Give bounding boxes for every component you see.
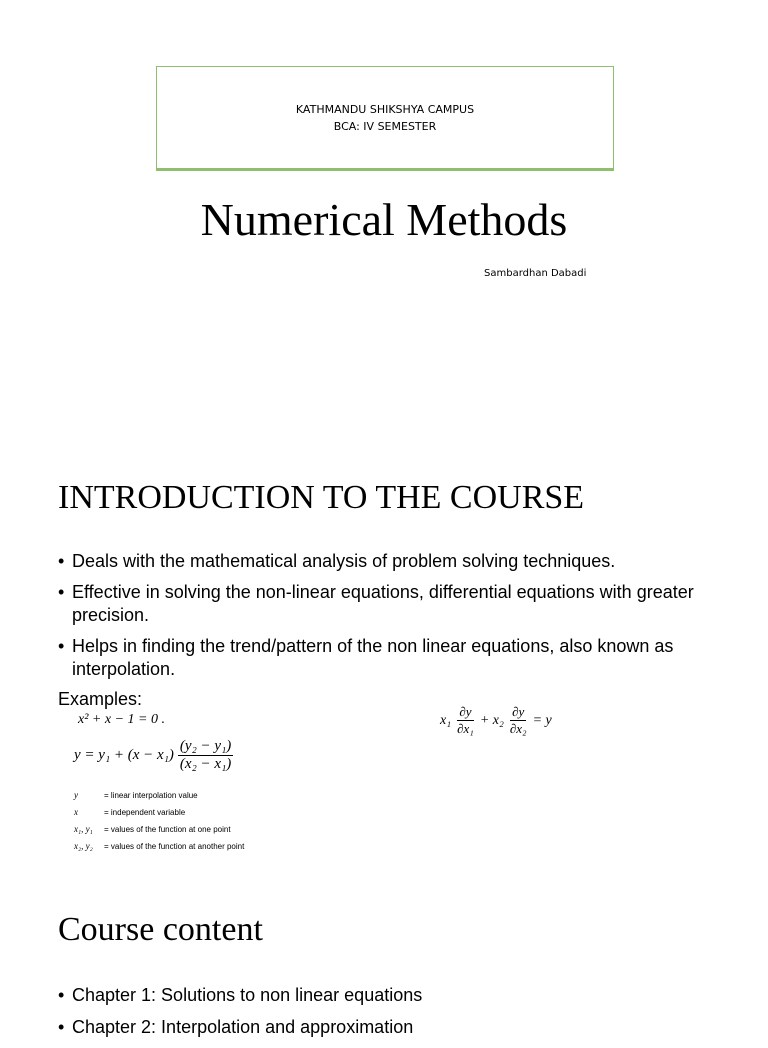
- intro-bullet-list: [58, 550, 718, 689]
- partial-fraction-1: [455, 704, 476, 737]
- list-item: [58, 550, 718, 573]
- legend-row: [74, 787, 294, 804]
- formula-fraction: [178, 738, 233, 773]
- legend-description: = independent variable: [104, 808, 186, 817]
- chapter-list: [58, 984, 738, 1048]
- examples-label: Examples:: [58, 689, 143, 709]
- legend-symbol: x: [74, 807, 78, 817]
- intro-slide: [0, 430, 768, 1037]
- legend-description: = linear interpolation value: [104, 791, 198, 800]
- fraction-numerator: ∂y: [512, 704, 525, 719]
- fraction-denominator: ∂x₁: [457, 721, 474, 736]
- semester-label: BCA: IV SEMESTER: [333, 119, 437, 133]
- term-x1: x₁: [440, 712, 452, 728]
- equation-rhs: = y: [532, 712, 552, 728]
- formula-lhs: y = y₁ + (x − x₁): [74, 747, 174, 763]
- campus-box: [156, 66, 614, 171]
- list-item: [58, 1016, 738, 1039]
- variable-legend: [74, 787, 294, 855]
- list-item: [58, 581, 718, 627]
- legend-symbol: y: [74, 790, 78, 800]
- interpolation-formula: [74, 738, 294, 773]
- list-item: [58, 984, 738, 1007]
- bullet-icon: •: [58, 985, 65, 1005]
- partial-fraction-2: [508, 704, 529, 737]
- quadratic-equation: x² + x − 1 = 0 .: [78, 712, 165, 727]
- partial-derivative-equation: [440, 704, 552, 737]
- bullet-icon: •: [58, 636, 65, 656]
- legend-row: [74, 804, 294, 821]
- author-name: Sambardhan Dabadi: [484, 268, 587, 279]
- chapter-text: Chapter 2: Interpolation and approximation: [72, 1017, 414, 1037]
- bullet-text: Deals with the mathematical analysis of problem solving techniques.: [72, 551, 616, 571]
- legend-description: = values of the function at another point: [104, 842, 245, 851]
- fraction-denominator: ∂x₂: [509, 721, 527, 736]
- chapter-text: Chapter 1: Solutions to non linear equations: [72, 985, 423, 1005]
- fraction-numerator: ∂y: [459, 704, 472, 719]
- list-item: [58, 635, 718, 681]
- presentation-title: Numerical Methods: [200, 194, 568, 245]
- campus-name: KATHMANDU SHIKSHYA CAMPUS: [295, 102, 475, 116]
- legend-row: [74, 821, 294, 838]
- term-plus-x2: + x₂: [479, 712, 504, 728]
- legend-description: = values of the function at one point: [104, 825, 231, 834]
- legend-symbol: x₁, y₁: [74, 824, 93, 834]
- title-slide: [0, 0, 768, 430]
- course-content-heading: Course content: [58, 911, 263, 948]
- fraction-denominator: (x₂ − x₁): [179, 756, 232, 772]
- fraction-numerator: (y₂ − y₁): [179, 738, 232, 754]
- bullet-text: Helps in finding the trend/pattern of the non linear equations, also known as interpolation.: [72, 636, 674, 679]
- legend-symbol: x₂, y₂: [74, 841, 93, 851]
- intro-heading: INTRODUCTION TO THE COURSE: [58, 479, 585, 516]
- bullet-text: Effective in solving the non-linear equations, differential equations with greater precision.: [72, 582, 694, 625]
- bullet-icon: •: [58, 582, 65, 602]
- example-equations: [74, 712, 294, 855]
- legend-row: [74, 838, 294, 855]
- bullet-icon: •: [58, 551, 65, 571]
- bullet-icon: •: [58, 1017, 65, 1037]
